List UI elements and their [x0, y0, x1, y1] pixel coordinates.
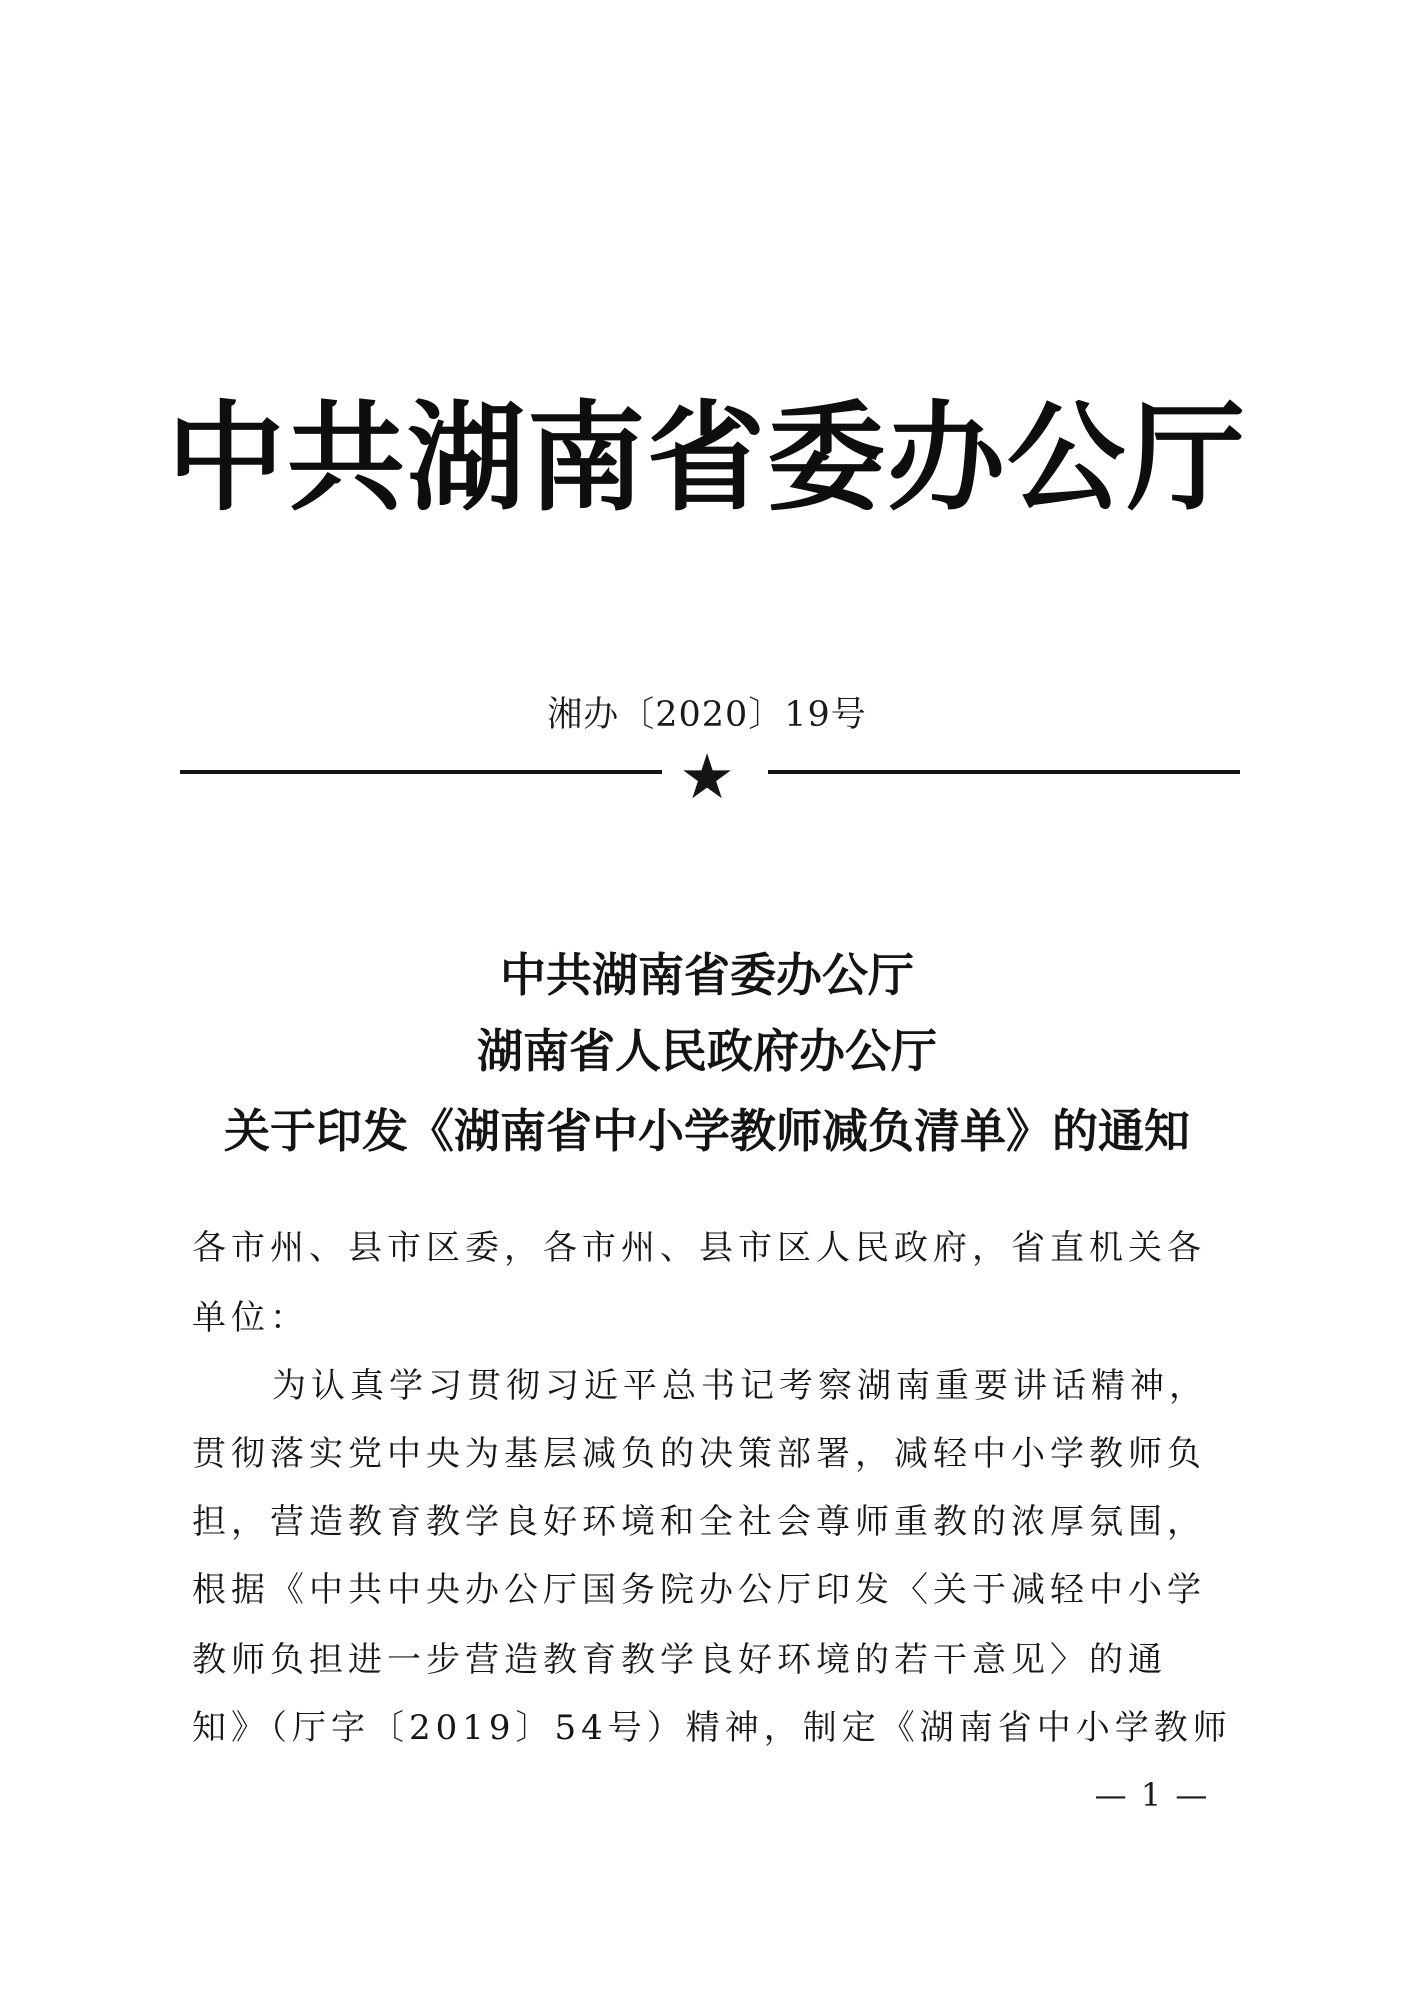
paragraph-line-5: 教师负担进一步营造教育教学良好环境的若干意见〉的通 [192, 1640, 1167, 1680]
separator-line-left [180, 770, 662, 774]
separator-line-right [768, 770, 1240, 774]
paragraph-line-3: 担，营造教育教学良好环境和全社会尊师重教的浓厚氛围， [192, 1502, 1206, 1542]
paragraph-line-6: 知》（厅字〔2019〕54号）精神，制定《湖南省中小学教师 [192, 1708, 1232, 1748]
paragraph-line-2: 贯彻落实党中央为基层减负的决策部署，减轻中小学教师负 [192, 1434, 1206, 1474]
star-icon: ★ [679, 740, 735, 813]
addressee-line-1: 各市州、县市区委，各市州、县市区人民政府，省直机关各 [192, 1228, 1206, 1268]
title-line-1: 中共湖南省委办公厅 [500, 948, 914, 1002]
issuer-title: 中共湖南省委办公厅 [166, 389, 1247, 527]
paragraph-line-4: 根据《中共中央办公厅国务院办公厅印发〈关于减轻中小学 [192, 1570, 1206, 1610]
addressee-line-2: 单位： [192, 1298, 309, 1338]
document-number: 湘办〔2020〕19号 [547, 695, 867, 735]
title-line-2: 湖南省人民政府办公厅 [477, 1024, 937, 1078]
title-line-3: 关于印发《湖南省中小学教师减负清单》的通知 [224, 1104, 1190, 1158]
page-number: — 1 — [1094, 1776, 1210, 1814]
paragraph-line-1: 为认真学习贯彻习近平总书记考察湖南重要讲话精神， [272, 1366, 1208, 1406]
